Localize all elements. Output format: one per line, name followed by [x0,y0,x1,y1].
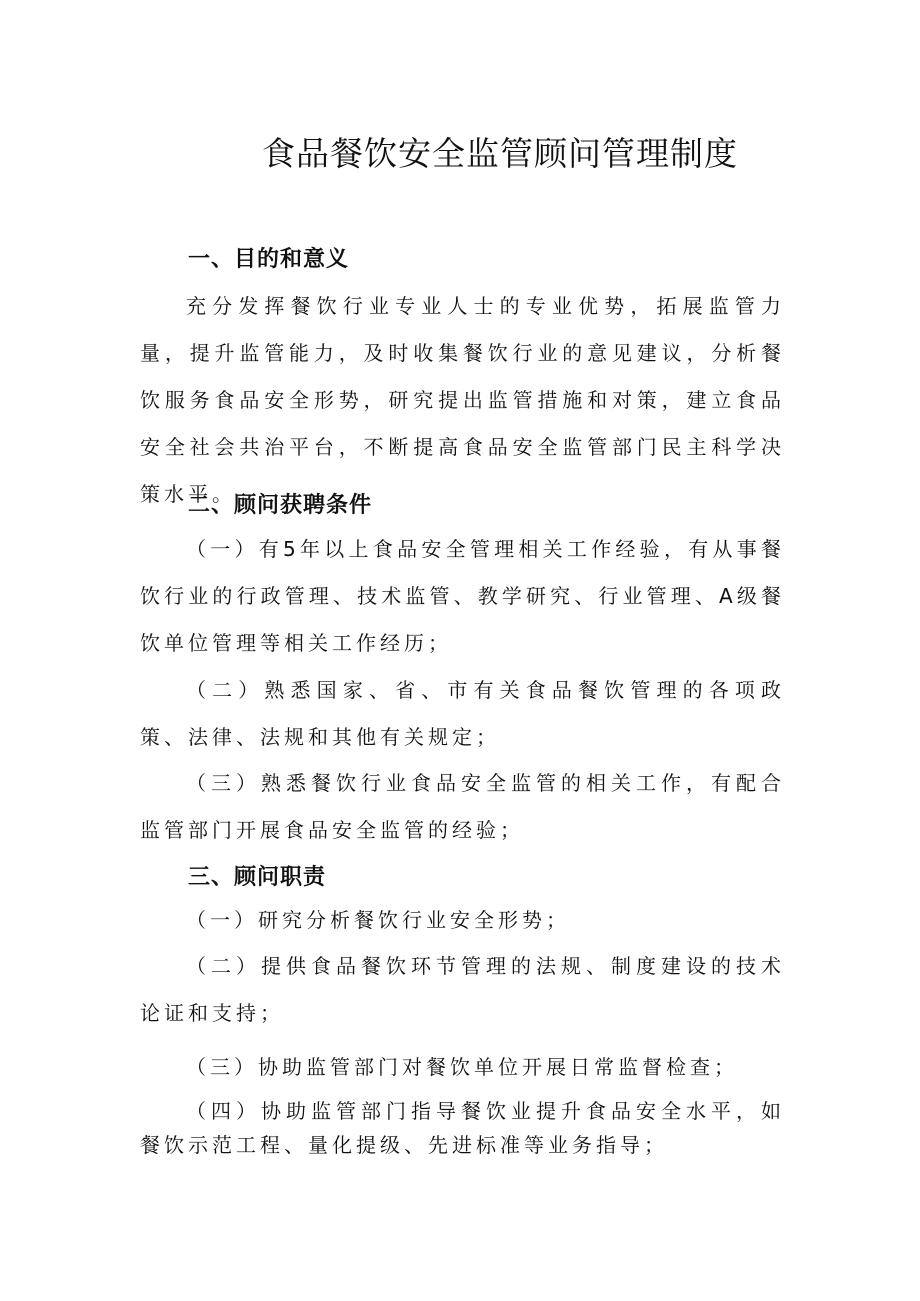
document-title: 食品餐饮安全监管顾问管理制度 [262,134,738,173]
paragraph-purpose: 充分发挥餐饮行业专业人士的专业优势，拓展监管力量，提升监管能力，及时收集餐饮行业的意见建议，分析餐饮服务食品安全形势，研究提出监管措施和对策，建立食品安全社会共治平台，不断提高食品安全监管部门民主科学决策水平。 [140,294,785,506]
section-heading-purpose: 一、目的和意义 [188,247,350,272]
section-heading-duties: 三、顾问职责 [188,865,327,890]
paragraph-duty-3: （三）协助监管部门对餐饮单位开展日常监督检查； [186,1055,738,1079]
section-heading-conditions: 二、顾问获聘条件 [188,493,373,518]
paragraph-duty-4: （四）协助监管部门指导餐饮业提升食品安全水平，如餐饮示范工程、量化提级、先进标准等业务指导； [140,1099,785,1157]
paragraph-condition-1: （一）有5年以上食品安全管理相关工作经验，有从事餐饮行业的行政管理、技术监管、教学研究、行业管理、A级餐饮单位管理等相关工作经历； [140,537,785,655]
paragraph-condition-2: （二）熟悉国家、省、市有关食品餐饮管理的各项政策、法律、法规和其他有关规定； [140,678,785,749]
paragraph-duty-2: （二）提供食品餐饮环节管理的法规、制度建设的技术论证和支持； [140,954,785,1025]
paragraph-duty-1: （一）研究分析餐饮行业安全形势； [186,908,570,932]
paragraph-condition-3: （三）熟悉餐饮行业食品安全监管的相关工作，有配合监管部门开展食品安全监管的经验； [140,771,785,842]
